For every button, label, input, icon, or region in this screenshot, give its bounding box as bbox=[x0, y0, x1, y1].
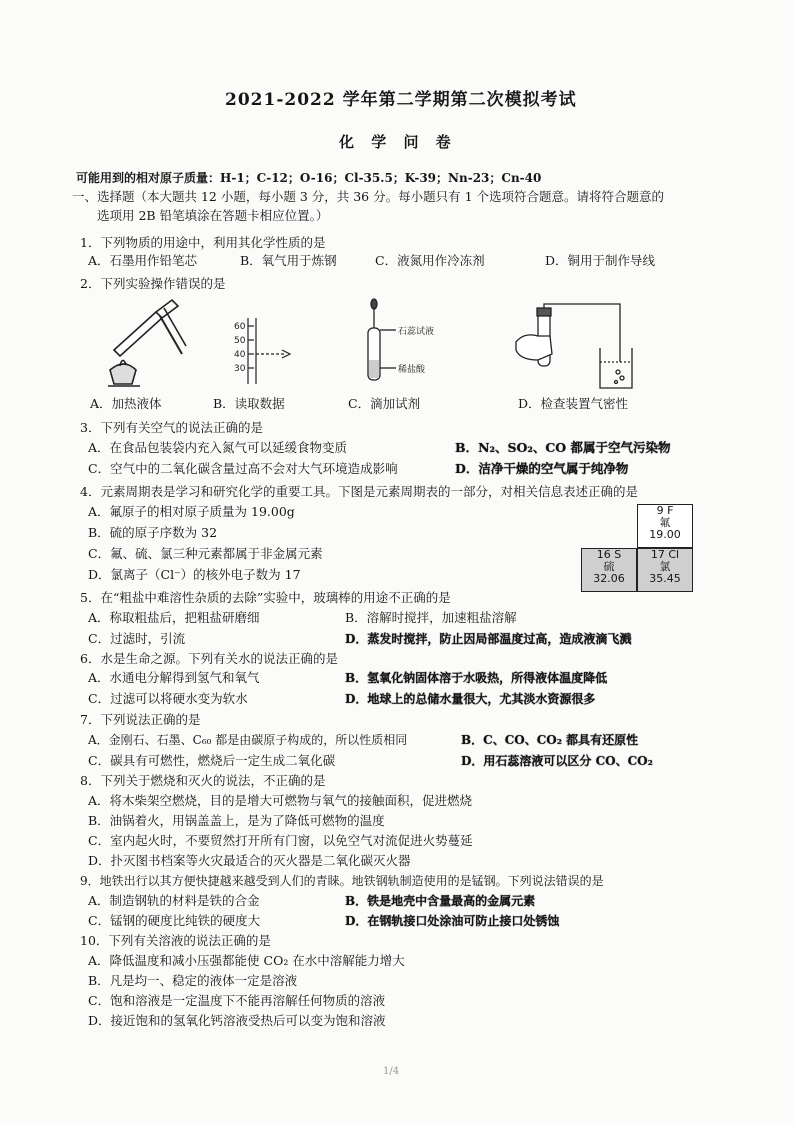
element-cell-sulfur bbox=[581, 548, 637, 592]
q1-stem: 1．下列物质的用途中，利用其化学性质的是 bbox=[80, 235, 326, 250]
tick-50: 50 bbox=[234, 336, 246, 346]
page-number: 1/4 bbox=[383, 1066, 400, 1077]
dropper-figure bbox=[352, 298, 452, 388]
q7-option-d: D．用石蕊溶液可以区分 CO、CO₂ bbox=[461, 754, 653, 768]
q4-option-b: B．硫的原子序数为 32 bbox=[88, 525, 218, 540]
q7-stem: 7．下列说法正确的是 bbox=[80, 712, 201, 727]
sulfur-mass: 32.06 bbox=[593, 572, 625, 585]
section-instructions-line1: 一、选择题（本大题共 12 小题，每小题 3 分，共 36 分。每小题只有 1 个选项符合题意。请将符合题意的 bbox=[72, 189, 665, 204]
tick-30: 30 bbox=[234, 364, 246, 374]
measuring-cylinder-figure bbox=[218, 316, 298, 386]
chlorine-number-symbol: 17 Cl bbox=[650, 548, 680, 561]
sulfur-name: 硫 bbox=[603, 560, 615, 573]
q5-option-b: B．溶解时搅拌，加速粗盐溶解 bbox=[345, 610, 517, 625]
tick-60: 60 bbox=[234, 322, 246, 332]
q10-option-a: A．降低温度和减小压强都能使 CO₂ 在水中溶解能力增大 bbox=[88, 953, 405, 968]
exam-title: 2021-2022 学年第二学期第二次模拟考试 bbox=[225, 90, 577, 110]
q9-option-c: C．锰钢的硬度比纯铁的硬度大 bbox=[88, 913, 261, 928]
q2-option-c: C．滴加试剂 bbox=[348, 396, 421, 411]
chlorine-mass: 35.45 bbox=[649, 572, 681, 585]
q6-option-b: B．氢氧化钠固体溶于水吸热，所得液体温度降低 bbox=[345, 671, 608, 685]
q8-option-c: C．室内起火时，不要贸然打开所有门窗，以免空气对流促进火势蔓延 bbox=[88, 833, 473, 848]
heating-liquid-figure bbox=[100, 298, 190, 390]
chlorine-name: 氯 bbox=[659, 560, 671, 573]
section-instructions-line2: 选项用 2B 铅笔填涂在答题卡相应位置。） bbox=[97, 208, 329, 223]
q2-option-b: B．读取数据 bbox=[213, 396, 285, 411]
q4-option-c: C．氟、硫、氯三种元素都属于非金属元素 bbox=[88, 546, 323, 561]
q9-option-d: D．在钢轨接口处涂油可防止接口处锈蚀 bbox=[345, 914, 560, 928]
tick-40: 40 bbox=[234, 350, 246, 360]
q8-option-b: B．油锅着火，用锅盖盖上，是为了降低可燃物的温度 bbox=[88, 813, 385, 828]
q3-stem: 3．下列有关空气的说法正确的是 bbox=[80, 420, 263, 435]
q5-option-a: A．称取粗盐后，把粗盐研磨细 bbox=[88, 610, 260, 625]
q10-stem: 10．下列有关溶液的说法正确的是 bbox=[80, 933, 271, 948]
q10-option-b: B．凡是均一、稳定的液体一定是溶液 bbox=[88, 973, 298, 988]
q1-option-c: C．液氮用作冷冻剂 bbox=[375, 253, 485, 268]
airtightness-figure bbox=[510, 302, 640, 392]
paper-subtitle: 化 学 问 卷 bbox=[339, 133, 457, 151]
q3-option-d: D．洁净干燥的空气属于纯净物 bbox=[455, 461, 629, 476]
q5-option-c: C．过滤时，引流 bbox=[88, 631, 186, 646]
sulfur-number-symbol: 16 S bbox=[596, 548, 622, 561]
q1-option-d: D．铜用于制作导线 bbox=[545, 253, 656, 268]
q6-option-d: D．地球上的总储水量很大，尤其淡水资源很多 bbox=[345, 692, 596, 706]
q8-option-a: A．将木柴架空燃烧，目的是增大可燃物与氧气的接触面积，促进燃烧 bbox=[88, 793, 473, 808]
q10-option-d: D．接近饱和的氢氧化钙溶液受热后可以变为饱和溶液 bbox=[88, 1013, 386, 1028]
q2-stem: 2．下列实验操作错误的是 bbox=[80, 276, 226, 291]
element-cell-chlorine bbox=[637, 548, 693, 592]
q7-option-c: C．碳具有可燃性，燃烧后一定生成二氧化碳 bbox=[88, 753, 336, 768]
q4-option-d: D．氯离子（Cl⁻）的核外电子数为 17 bbox=[88, 567, 301, 582]
fluorine-number-symbol: 9 F bbox=[656, 504, 674, 517]
q6-option-a: A．水通电分解得到氢气和氧气 bbox=[88, 670, 260, 685]
atomic-mass-line: 可能用到的相对原子质量：H-1；C-12；O-16；Cl-35.5；K-39；Nn-23；Cn-40 bbox=[76, 171, 542, 185]
fluorine-name: 氟 bbox=[659, 516, 671, 529]
q9-option-a: A．制造钢轨的材料是铁的合金 bbox=[88, 893, 260, 908]
element-cell-fluorine bbox=[637, 504, 693, 548]
q2-option-a: A．加热液体 bbox=[90, 396, 162, 411]
q10-option-c: C．饱和溶液是一定温度下不能再溶解任何物质的溶液 bbox=[88, 993, 386, 1008]
q3-option-b: B．N₂、SO₂、CO 都属于空气污染物 bbox=[455, 440, 671, 455]
fluorine-mass: 19.00 bbox=[649, 528, 681, 541]
q1-option-a: A．石墨用作铅笔芯 bbox=[88, 253, 198, 268]
q6-stem: 6．水是生命之源。下列有关水的说法正确的是 bbox=[80, 651, 338, 666]
q3-option-a: A．在食品包装袋内充入氮气可以延缓食物变质 bbox=[88, 440, 348, 455]
q6-option-c: C．过滤可以将硬水变为软水 bbox=[88, 691, 248, 706]
q8-option-d: D．扑灭图书档案等火灾最适合的灭火器是二氧化碳灭火器 bbox=[88, 853, 411, 868]
q4-stem: 4．元素周期表是学习和研究化学的重要工具。下图是元素周期表的一部分，对相关信息表述正确的是 bbox=[80, 484, 638, 499]
q1-option-b: B．氧气用于炼钢 bbox=[240, 253, 337, 268]
q7-option-a: A．金刚石、石墨、C₆₀ 都是由碳原子构成的，所以性质相同 bbox=[88, 733, 408, 747]
q2-option-d: D．检查装置气密性 bbox=[518, 396, 629, 411]
q5-option-d: D．蒸发时搅拌，防止因局部温度过高，造成液滴飞溅 bbox=[345, 632, 632, 646]
q9-stem: 9．地铁出行以其方便快捷越来越受到人们的青睐。地铁钢轨制造使用的是锰钢。下列说法错误的是 bbox=[80, 874, 604, 888]
q8-stem: 8．下列关于燃烧和灭火的说法，不正确的是 bbox=[80, 773, 326, 788]
q9-option-b: B．铁是地壳中含量最高的金属元素 bbox=[345, 894, 536, 908]
q7-option-b: B．C、CO、CO₂ 都具有还原性 bbox=[461, 733, 639, 747]
q3-option-c: C．空气中的二氧化碳含量过高不会对大气环境造成影响 bbox=[88, 461, 398, 476]
dilute-hcl-label: 稀盐酸 bbox=[398, 365, 426, 375]
q4-option-a: A．氟原子的相对原子质量为 19.00g bbox=[88, 504, 295, 519]
q5-stem: 5．在“粗盐中难溶性杂质的去除”实验中，玻璃棒的用途不正确的是 bbox=[80, 590, 451, 605]
litmus-label: 石蕊试液 bbox=[398, 327, 435, 337]
